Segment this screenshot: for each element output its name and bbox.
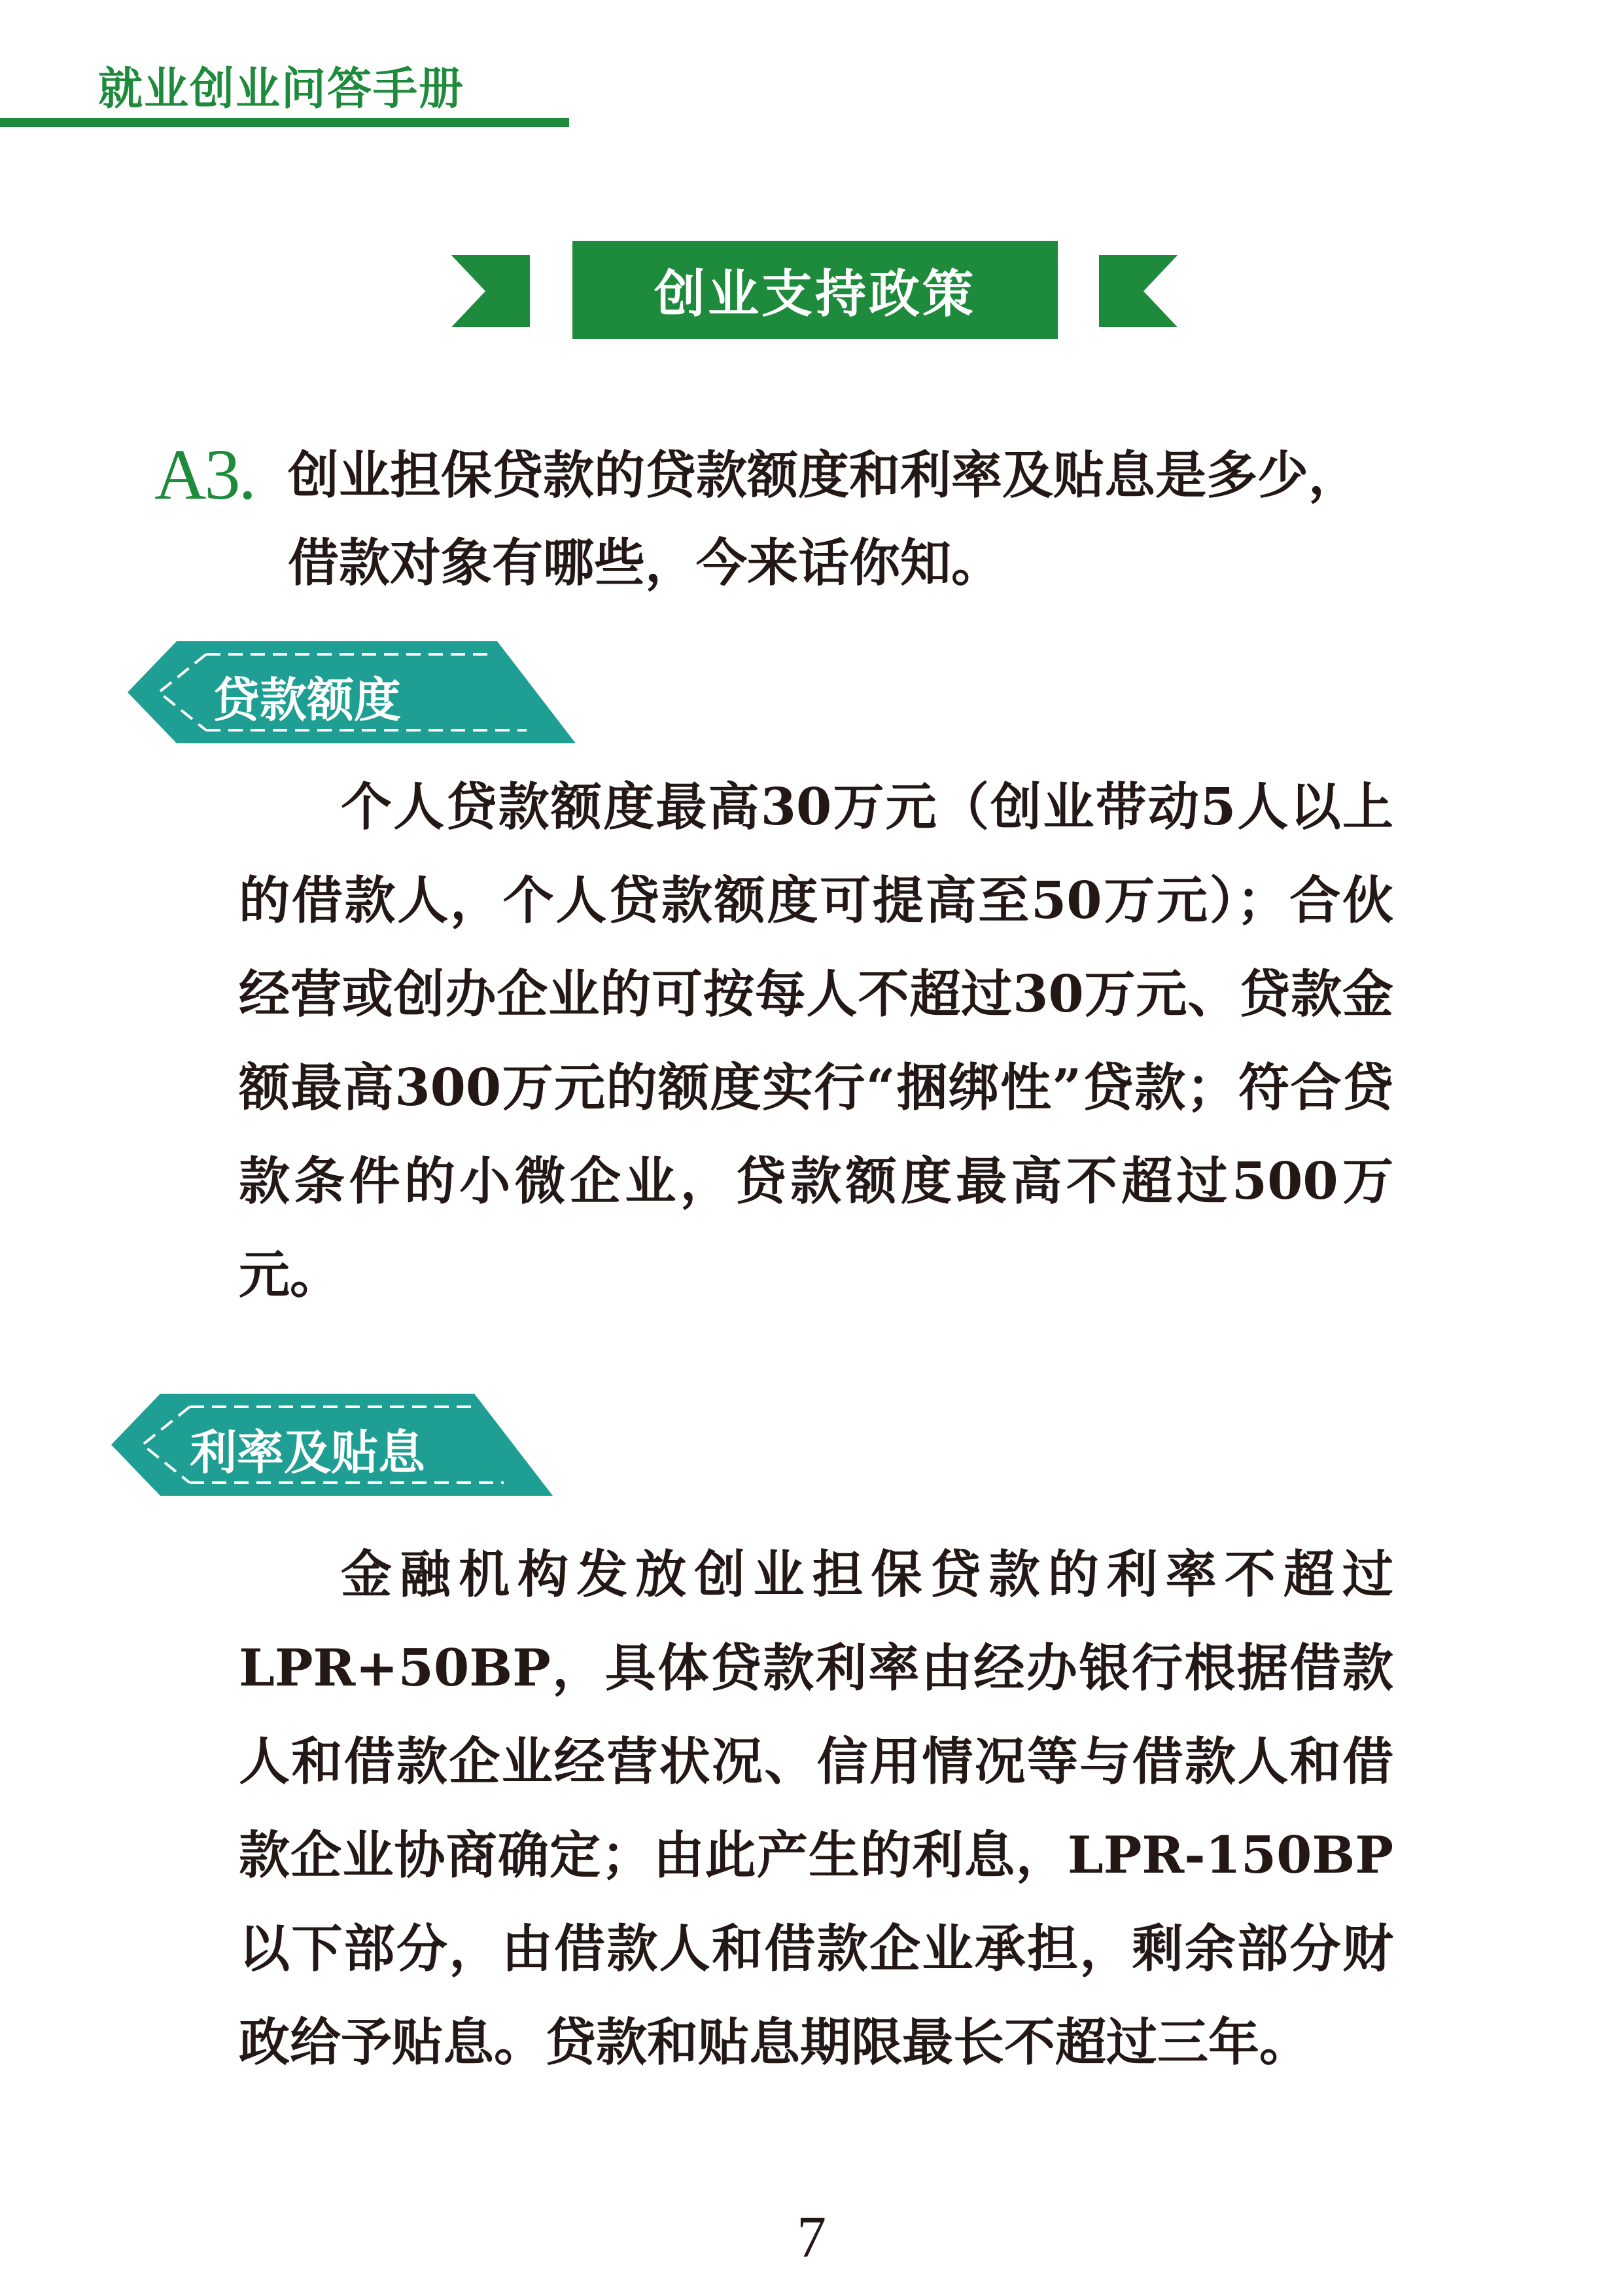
section-paragraph: 个人贷款额度最高30万元（创业带动5人以上的借款人，个人贷款额度可提高至50万元）；合伙经营或创办企业的可按每人不超过30万元、贷款金额最高300万元的额度实行“捆绑性”贷款；符合贷款条件的小微企业，贷款额度最高不超过500万元。 (239, 777, 1393, 1305)
banner-title: 创业支持政策 (572, 241, 1058, 339)
header-title: 就业创业问答手册 (98, 63, 465, 115)
header-rule (0, 118, 569, 127)
question-text: 创业担保贷款的贷款额度和利率及贴息是多少，借款对象有哪些，今来话你知。 (288, 446, 1360, 593)
banner-left-arrow-icon (451, 255, 530, 327)
page-number: 7 (797, 2205, 826, 2270)
section-tag-label: 贷款额度 (213, 673, 402, 728)
section-tag-label: 利率及贴息 (190, 1425, 426, 1480)
question-label: A3. (154, 434, 254, 514)
section-paragraph: 金融机构发放创业担保贷款的利率不超过LPR+50BP，具体贷款利率由经办银行根据借款人和借款企业经营状况、信用情况等与借款人和借款企业协商确定；由此产生的利息，LPR-150BP以下部分，由借款人和借款企业承担，剩余部分财政给予贴息。贷款和贴息期限最长不超过三年。 (239, 1545, 1393, 2072)
section-body (239, 1528, 1393, 2089)
section-tag-interest (111, 1394, 563, 1496)
section-tag-loan-amount (128, 641, 585, 743)
banner-right-arrow-icon (1099, 255, 1178, 327)
section-body (239, 760, 1393, 1322)
